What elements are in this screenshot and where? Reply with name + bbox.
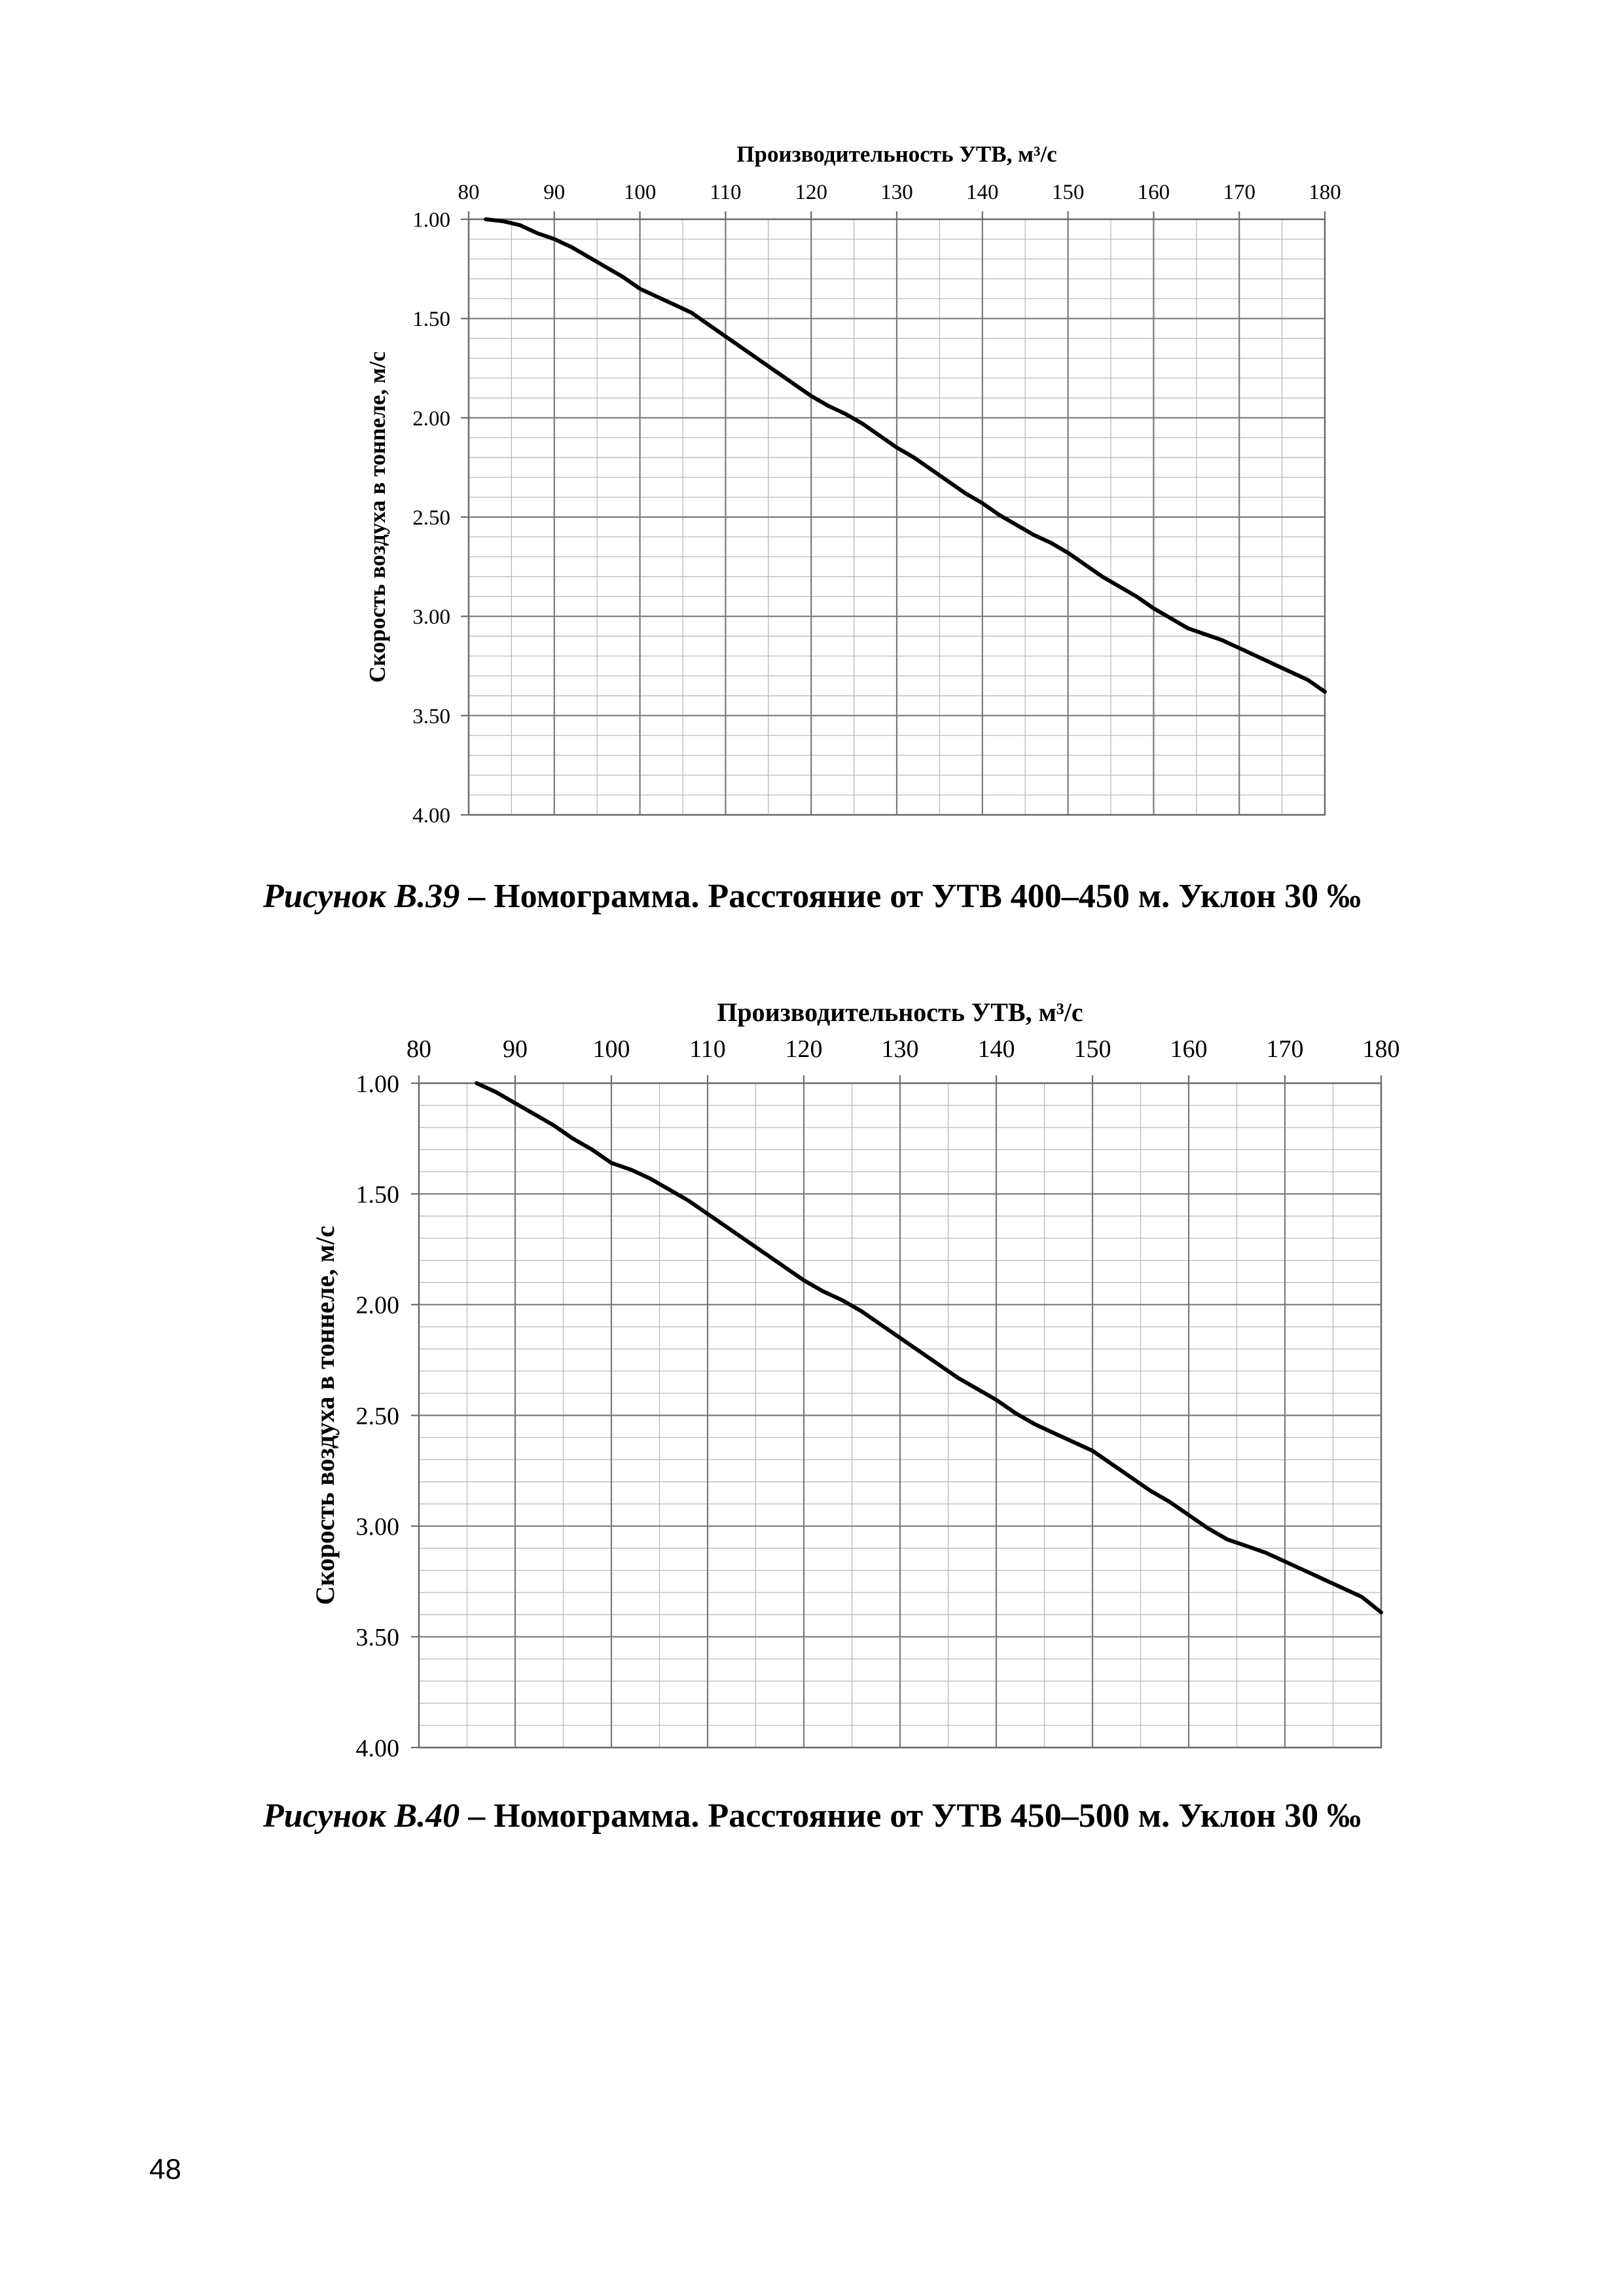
x-axis-title: Производительность УТВ, м³/с <box>736 141 1057 167</box>
y-tick-label: 3.50 <box>355 1624 399 1652</box>
x-tick-label: 120 <box>795 181 827 204</box>
y-tick-label: 4.00 <box>355 1734 399 1763</box>
y-tick-label: 1.50 <box>412 308 450 332</box>
grid <box>469 219 1325 815</box>
x-tick-label: 170 <box>1223 181 1255 204</box>
figure-caption-text: – Номограмма. Расстояние от УТВ 400–450 м. Уклон 30 ‰ <box>460 878 1362 915</box>
x-tick-label: 120 <box>785 1035 823 1063</box>
nomogram-chart-b39 <box>0 0 1624 838</box>
x-tick-label: 110 <box>710 181 742 204</box>
y-tick-label: 3.50 <box>412 704 450 728</box>
y-axis-title: Скорость воздуха в тоннеле, м/с <box>310 1225 340 1605</box>
figure-caption-b40 <box>0 1797 1624 1835</box>
figure-caption-text: – Номограмма. Расстояние от УТВ 450–500 м. Уклон 30 ‰ <box>460 1797 1362 1835</box>
x-tick-label: 80 <box>406 1035 431 1063</box>
grid <box>419 1083 1381 1748</box>
y-tick-label: 4.00 <box>412 804 450 828</box>
x-tick-label: 130 <box>880 181 913 204</box>
x-tick-label: 140 <box>977 1035 1015 1063</box>
x-tick-label: 160 <box>1170 1035 1208 1063</box>
page-number: 48 <box>149 2153 181 2185</box>
x-tick-label: 180 <box>1362 1035 1400 1063</box>
x-tick-label: 80 <box>458 181 480 204</box>
x-tick-label: 160 <box>1137 181 1170 204</box>
x-tick-label: 90 <box>543 181 566 204</box>
x-tick-label: 150 <box>1051 181 1085 204</box>
x-tick-label: 100 <box>592 1035 630 1063</box>
x-tick-label: 130 <box>881 1035 919 1063</box>
y-tick-label: 3.00 <box>412 605 450 630</box>
x-tick-label: 180 <box>1308 181 1341 204</box>
y-tick-label: 2.00 <box>412 406 450 431</box>
figure-id: Рисунок В.40 <box>262 1797 460 1835</box>
figure-caption-b39 <box>0 877 1624 916</box>
x-tick-label: 170 <box>1266 1035 1304 1063</box>
y-tick-label: 2.50 <box>355 1402 399 1430</box>
x-tick-label: 100 <box>623 181 657 204</box>
x-tick-label: 110 <box>689 1035 726 1063</box>
x-tick-label: 150 <box>1074 1035 1111 1063</box>
x-axis-title: Производительность УТВ, м³/с <box>717 997 1083 1027</box>
series-line <box>486 219 1325 692</box>
nomogram-chart-b40 <box>0 956 1624 1793</box>
y-tick-label: 1.50 <box>355 1181 399 1209</box>
y-tick-label: 2.00 <box>355 1291 399 1319</box>
x-tick-label: 140 <box>966 181 999 204</box>
figure-id: Рисунок В.39 <box>262 878 460 915</box>
y-tick-label: 1.00 <box>355 1070 399 1098</box>
y-axis-title: Скорость воздуха в тонneле, м/с <box>365 351 390 683</box>
y-tick-label: 2.50 <box>412 506 450 530</box>
x-tick-label: 90 <box>503 1035 528 1063</box>
series-line <box>477 1083 1381 1613</box>
y-tick-label: 3.00 <box>355 1513 399 1541</box>
y-tick-label: 1.00 <box>412 208 450 232</box>
